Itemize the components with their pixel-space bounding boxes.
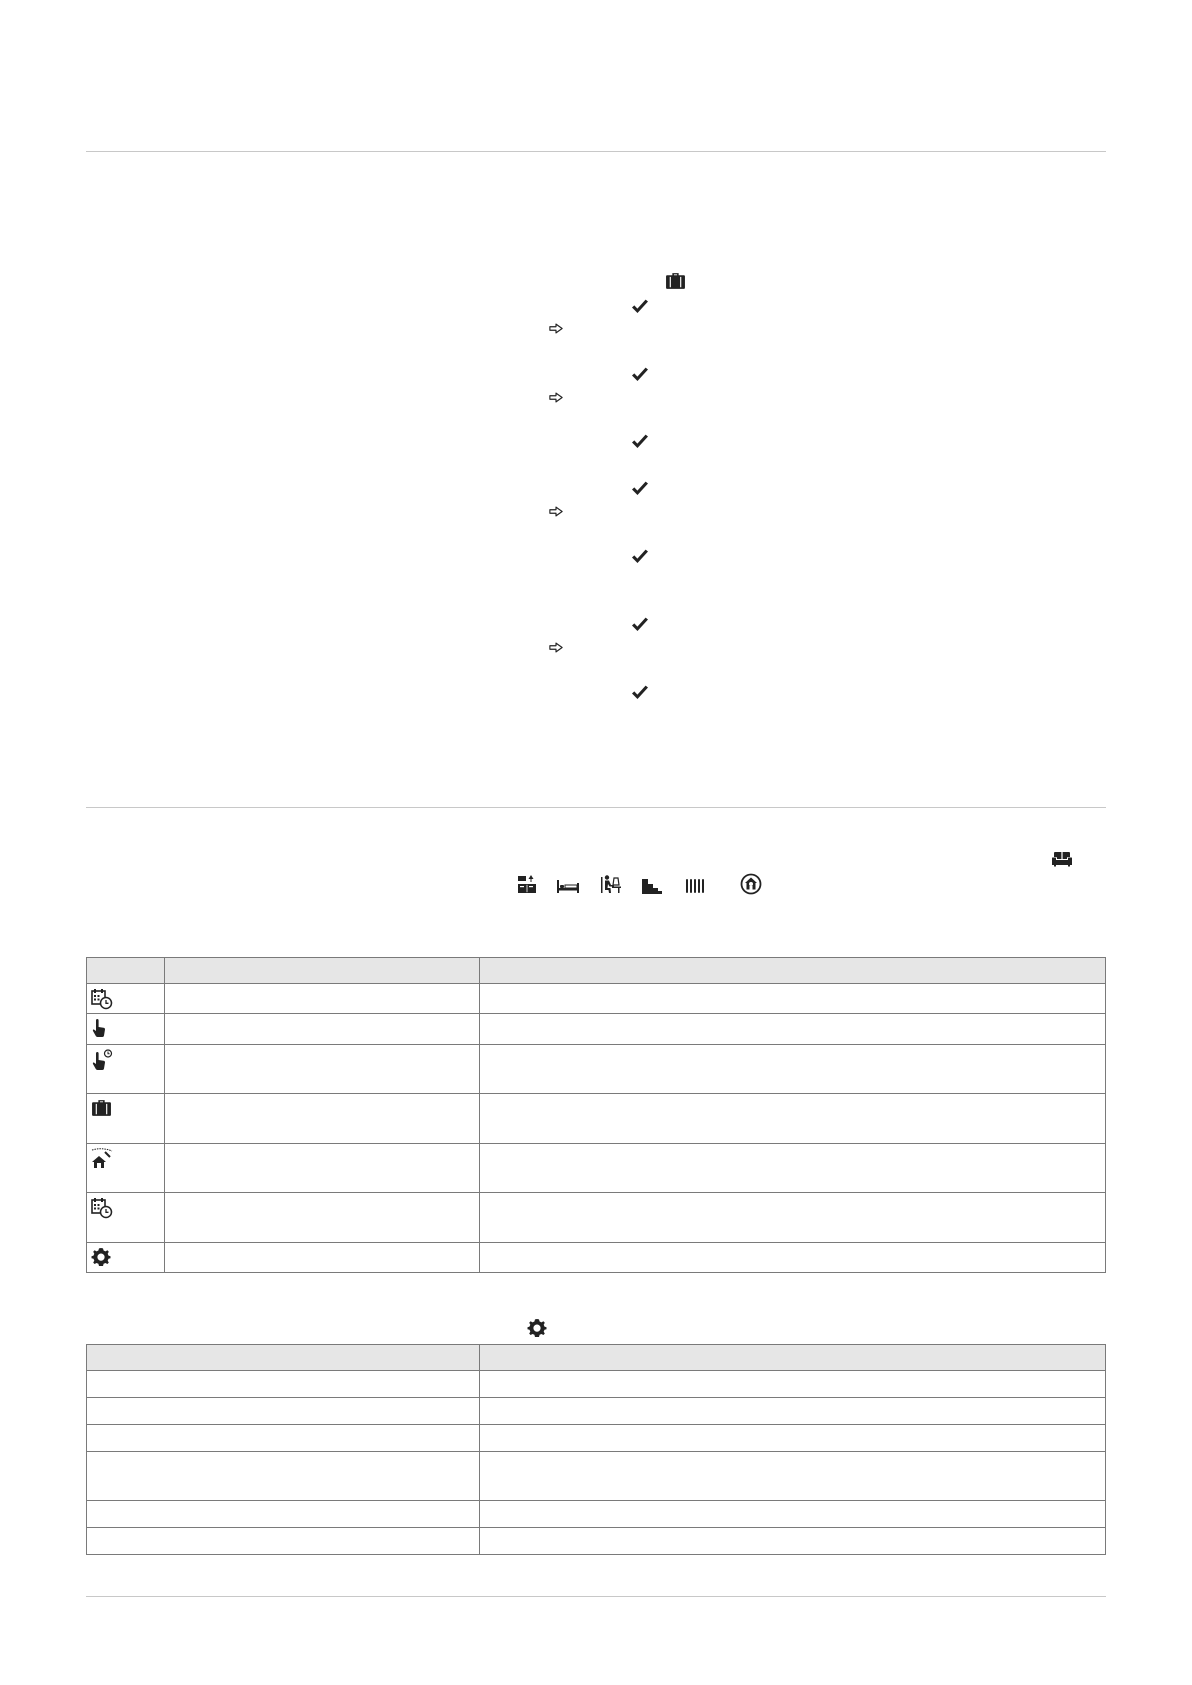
stairs-icon xyxy=(641,877,663,895)
gear-icon xyxy=(527,1318,547,1338)
setting-description xyxy=(480,1425,1106,1452)
table-row xyxy=(87,1193,1106,1243)
check-icon xyxy=(630,297,650,317)
mode-name xyxy=(165,1014,480,1045)
check-icon xyxy=(630,615,650,635)
table-row xyxy=(87,1243,1106,1273)
radiator-icon xyxy=(684,877,706,895)
mode-name xyxy=(165,1045,480,1094)
modes-table xyxy=(86,957,1106,1273)
mode-name xyxy=(165,1094,480,1144)
table-row xyxy=(87,1501,1106,1528)
result-arrow-icon xyxy=(549,392,563,403)
house-signal-icon xyxy=(91,1148,113,1170)
column-header-icon xyxy=(87,958,165,984)
mode-description xyxy=(480,1193,1106,1243)
setting-name xyxy=(87,1371,480,1398)
bed-icon xyxy=(556,877,580,895)
table-row xyxy=(87,1144,1106,1193)
setting-description xyxy=(480,1452,1106,1501)
hand-pointer-timer-icon xyxy=(91,1049,113,1071)
table-row xyxy=(87,1528,1106,1555)
column-header-setting xyxy=(87,1345,480,1371)
mode-name xyxy=(165,984,480,1014)
mode-description xyxy=(480,984,1106,1014)
check-icon xyxy=(630,479,650,499)
suitcase-icon xyxy=(665,271,686,290)
table-row xyxy=(87,1425,1106,1452)
mode-description xyxy=(480,1094,1106,1144)
setting-name xyxy=(87,1425,480,1452)
calendar-clock-icon xyxy=(91,1197,113,1219)
hand-pointer-icon xyxy=(91,1018,107,1038)
table-row xyxy=(87,1398,1106,1425)
setting-description xyxy=(480,1398,1106,1425)
settings-table xyxy=(86,1344,1106,1555)
table-header-row xyxy=(87,1345,1106,1371)
result-arrow-icon xyxy=(549,642,563,653)
calendar-clock-icon xyxy=(91,988,113,1010)
check-icon xyxy=(630,432,650,452)
desk-icon xyxy=(600,873,622,895)
mode-description xyxy=(480,1014,1106,1045)
setting-name xyxy=(87,1452,480,1501)
setting-name xyxy=(87,1528,480,1555)
mode-name xyxy=(165,1193,480,1243)
setting-name xyxy=(87,1398,480,1425)
table-row xyxy=(87,1094,1106,1144)
suitcase-icon xyxy=(91,1098,112,1117)
table-row xyxy=(87,984,1106,1014)
mode-description xyxy=(480,1144,1106,1193)
setting-description xyxy=(480,1371,1106,1398)
table-row xyxy=(87,1045,1106,1094)
check-icon xyxy=(630,683,650,703)
result-arrow-icon xyxy=(549,323,563,334)
home-circle-icon xyxy=(740,873,762,895)
column-header-mode xyxy=(165,958,480,984)
setting-name xyxy=(87,1501,480,1528)
sofa-icon xyxy=(1051,850,1073,868)
table-row xyxy=(87,1452,1106,1501)
table-row xyxy=(87,1014,1106,1045)
setting-description xyxy=(480,1528,1106,1555)
mode-description xyxy=(480,1243,1106,1273)
column-header-description xyxy=(480,1345,1106,1371)
table-header-row xyxy=(87,958,1106,984)
mode-name xyxy=(165,1243,480,1273)
table-row xyxy=(87,1371,1106,1398)
top-rule xyxy=(86,151,1106,152)
section-rule xyxy=(86,807,1106,808)
bottom-rule xyxy=(86,1596,1106,1597)
check-icon xyxy=(630,365,650,385)
setting-description xyxy=(480,1501,1106,1528)
mode-description xyxy=(480,1045,1106,1094)
result-arrow-icon xyxy=(549,506,563,517)
check-icon xyxy=(630,547,650,567)
kitchen-icon xyxy=(516,873,538,895)
mode-name xyxy=(165,1144,480,1193)
column-header-description xyxy=(480,958,1106,984)
gear-icon xyxy=(91,1247,111,1267)
